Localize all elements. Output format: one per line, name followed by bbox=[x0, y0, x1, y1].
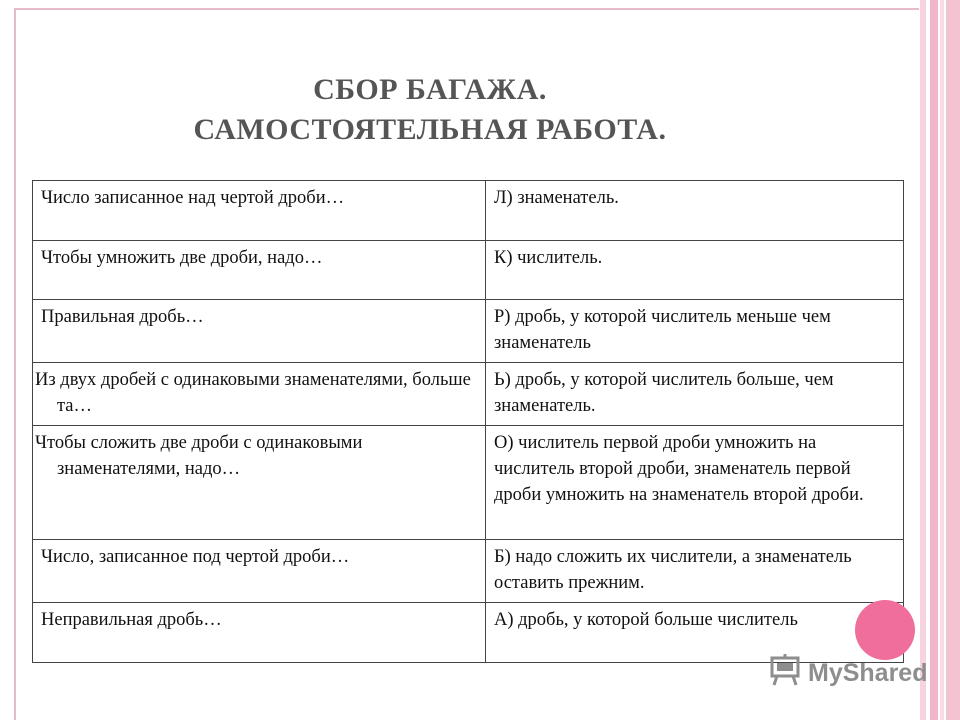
decorative-stripe bbox=[920, 0, 926, 720]
table-row bbox=[33, 241, 904, 300]
decorative-stripe bbox=[930, 0, 938, 720]
decorative-stripe bbox=[940, 0, 944, 720]
decorative-stripe bbox=[946, 0, 960, 720]
matching-table bbox=[32, 180, 904, 663]
table-cell-answer: Ь) дробь, у которой числитель больше, чем знаменатель. bbox=[486, 363, 904, 426]
table-row bbox=[33, 181, 904, 241]
presentation-board-icon bbox=[768, 653, 802, 694]
table-cell-question: Число, записанное под чертой дроби… bbox=[33, 540, 486, 603]
table-cell-answer: Б) надо сложить их числители, а знаменатель оставить прежним. bbox=[486, 540, 904, 603]
slide-title-line-1: СБОР БАГАЖА. bbox=[313, 73, 547, 106]
table-cell-question: Число записанное над чертой дроби… bbox=[33, 181, 486, 241]
table-cell-question: Из двух дробей с одинаковыми знаменателями, больше та… bbox=[33, 363, 486, 426]
table-cell-question: Правильная дробь… bbox=[33, 300, 486, 363]
table-cell-answer: Р) дробь, у которой числитель меньше чем знаменатель bbox=[486, 300, 904, 363]
table-cell-answer: К) числитель. bbox=[486, 241, 904, 300]
slide-title bbox=[120, 70, 740, 150]
table-cell-answer: О) числитель первой дроби умножить на числитель второй дроби, знаменатель первой дроби умножить на знаменатель второй дроби. bbox=[486, 426, 904, 540]
table-cell-question: Чтобы умножить две дроби, надо… bbox=[33, 241, 486, 300]
table-cell-question: Неправильная дробь… bbox=[33, 603, 486, 663]
table-cell-question: Чтобы сложить две дроби с одинаковыми знаменателями, надо… bbox=[33, 426, 486, 540]
watermark-text: MyShared bbox=[808, 658, 928, 687]
watermark-logo bbox=[768, 656, 927, 690]
slide-title-line-2: САМОСТОЯТЕЛЬНАЯ РАБОТА. bbox=[193, 113, 667, 146]
table-row bbox=[33, 363, 904, 426]
table-cell-answer: Л) знаменатель. bbox=[486, 181, 904, 241]
table-row bbox=[33, 300, 904, 363]
table-row bbox=[33, 426, 904, 540]
table-cell-answer: А) дробь, у которой больше числитель bbox=[486, 603, 904, 663]
table-row bbox=[33, 540, 904, 603]
decorative-circle bbox=[855, 600, 915, 660]
